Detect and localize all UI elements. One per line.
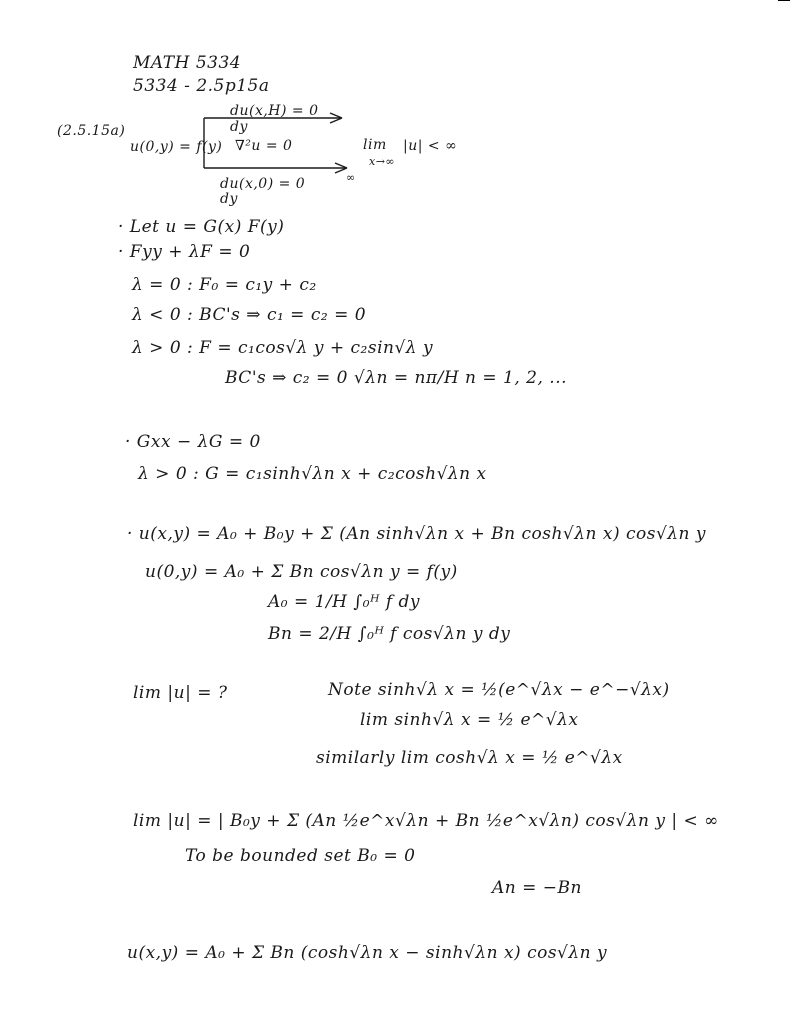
coefficient-bn: Bn = 2/H ∫₀ᴴ f cos√λn y dy: [268, 624, 511, 644]
boundary-result: BC's ⇒ c₂ = 0 √λn = nπ/H n = 1, 2, ...: [225, 368, 568, 388]
equation-label: (2.5.15a): [57, 123, 126, 139]
limit-sinh: lim sinh√λ x = ½ e^√λx: [360, 710, 579, 730]
top-arrowhead-1: [330, 113, 342, 118]
bottom-boundary-condition: du(x,0) = 0: [220, 176, 306, 192]
case-lambda-positive: λ > 0 : F = c₁cos√λ y + c₂sin√λ y: [132, 338, 434, 358]
bottom-boundary-dy: dy: [220, 191, 238, 207]
limit-question: lim |u| = ?: [133, 683, 228, 703]
limit-condition-lim: lim: [363, 137, 387, 153]
limit-condition-sub: x→∞: [369, 155, 396, 168]
left-boundary-condition: u(0,y) = f(y): [130, 139, 223, 155]
laplace-equation: ∇²u = 0: [235, 138, 293, 154]
case-lambda-zero: λ = 0 : F₀ = c₁y + c₂: [132, 275, 317, 295]
step-let: · Let u = G(x) F(y): [118, 217, 285, 237]
initial-condition: u(0,y) = A₀ + Σ Bn cos√λn y = f(y): [145, 562, 458, 582]
top-boundary-condition: du(x,H) = 0: [230, 103, 319, 119]
section-label: 5334 - 2.5p15a: [133, 76, 270, 96]
bounded-limit: lim |u| = | B₀y + Σ (An ½e^x√λn + Bn ½e^x√λn) cos√λn y | < ∞: [133, 811, 719, 831]
step-ode-x: · Gxx − λG = 0: [125, 432, 261, 452]
general-solution: · u(x,y) = A₀ + B₀y + Σ (An sinh√λn x + Bn cosh√λn x) cos√λn y: [127, 524, 707, 544]
limit-cosh: similarly lim cosh√λ x = ½ e^√λx: [316, 748, 623, 768]
case-lambda-negative: λ < 0 : BC's ⇒ c₁ = c₂ = 0: [132, 305, 367, 325]
final-solution: u(x,y) = A₀ + Σ Bn (cosh√λn x − sinh√λn x) cos√λn y: [127, 943, 608, 963]
infinity-label: ∞: [346, 171, 356, 184]
x-solution: λ > 0 : G = c₁sinh√λn x + c₂cosh√λn x: [138, 464, 487, 484]
note-sinh: Note sinh√λ x = ½(e^√λx − e^−√λx): [328, 680, 670, 700]
top-arrowhead-2: [330, 118, 342, 123]
bounded-condition: To be bounded set B₀ = 0: [185, 846, 416, 866]
coefficient-relation: An = −Bn: [492, 878, 582, 898]
course-title: MATH 5334: [133, 53, 242, 73]
coefficient-a0: A₀ = 1/H ∫₀ᴴ f dy: [268, 592, 421, 612]
top-boundary-dy: dy: [230, 119, 248, 135]
step-ode-y: · Fyy + λF = 0: [118, 242, 251, 262]
limit-condition-value: |u| < ∞: [403, 138, 458, 154]
